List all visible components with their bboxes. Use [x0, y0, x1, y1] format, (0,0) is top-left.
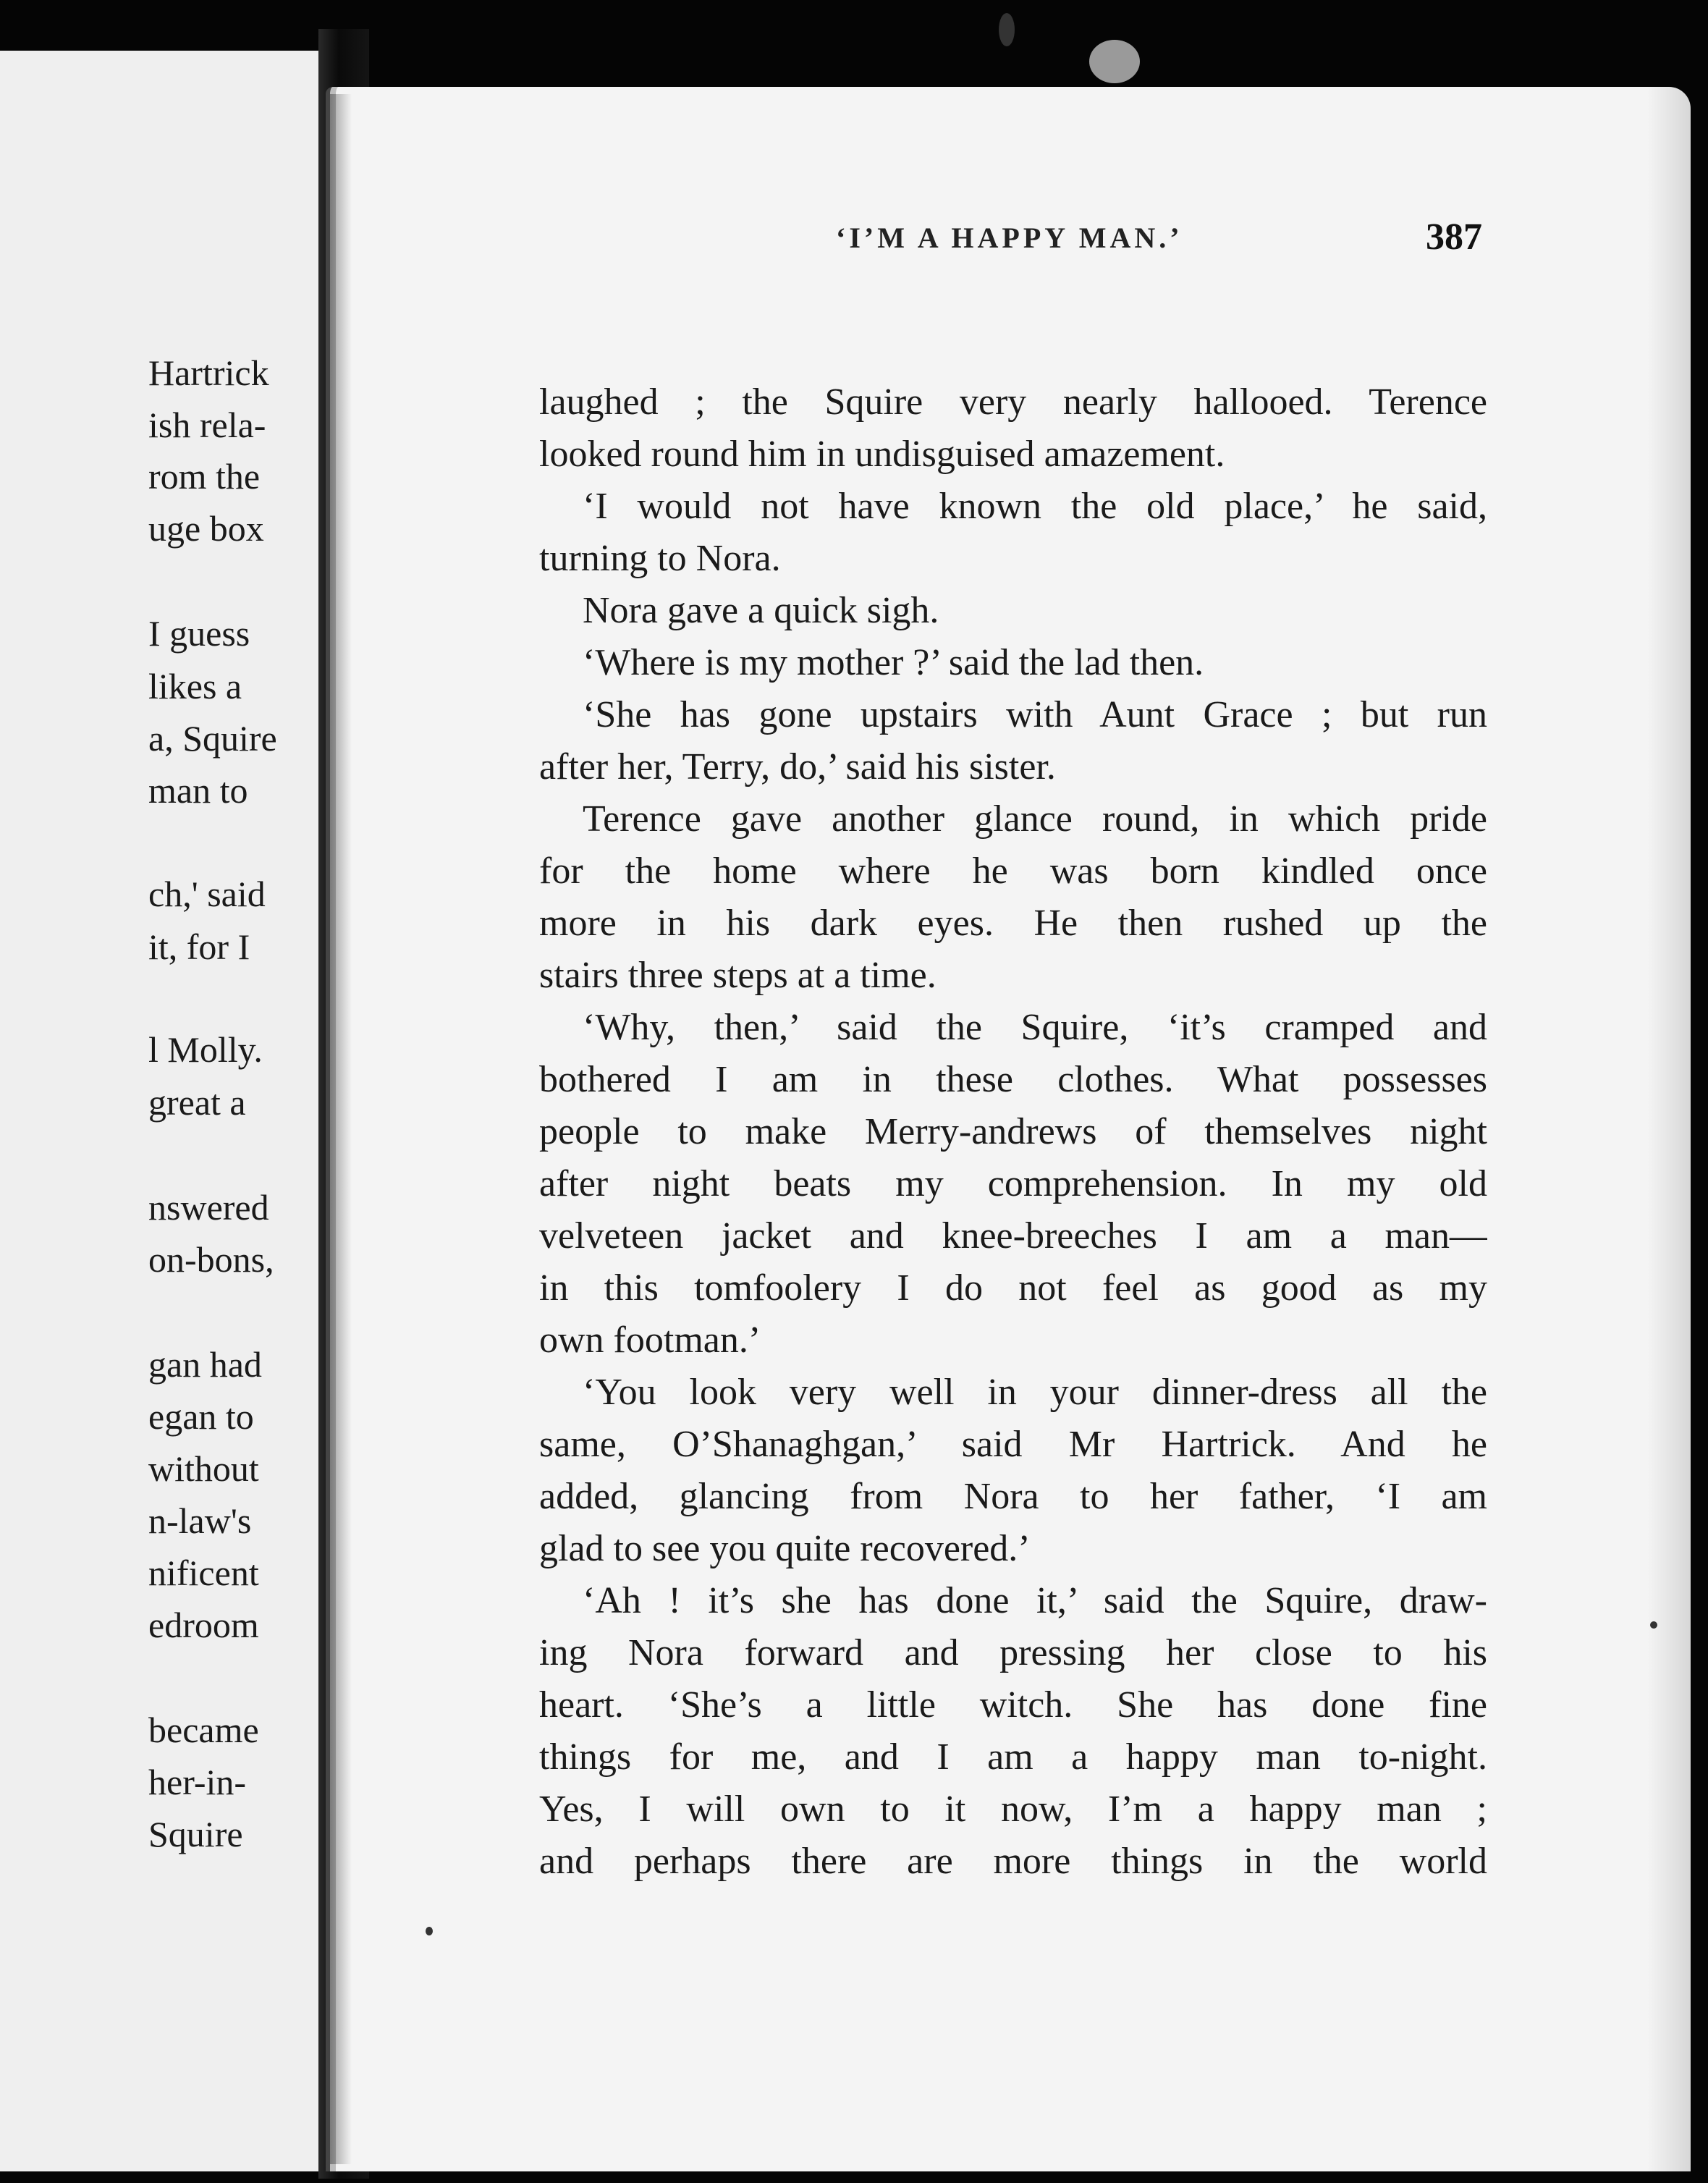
text-line: ‘Ah ! it’s she has done it,’ said the Squire, draw-: [583, 1580, 1487, 1621]
left-page-fragment: l Molly.: [148, 1029, 263, 1070]
text-line: after night beats my comprehension. In my old: [539, 1163, 1487, 1204]
left-page-fragment: great a: [148, 1082, 246, 1123]
left-page-fragment: her-in-: [148, 1762, 247, 1802]
text-line: in this tomfoolery I do not feel as good as my: [539, 1267, 1487, 1309]
text-line: heart. ‘She’s a little witch. She has done fine: [539, 1684, 1487, 1726]
left-page-fragment: ch,' said: [148, 874, 266, 914]
left-page-fragment: Hartrick: [148, 352, 269, 393]
text-line: Nora gave a quick sigh.: [583, 590, 939, 631]
left-page-fragment: egan to: [148, 1396, 254, 1437]
text-line: glad to see you quite recovered.’: [539, 1528, 1031, 1569]
text-line: same, O’Shanaghgan,’ said Mr Hartrick. And he: [539, 1424, 1487, 1465]
text-line: bothered I am in these clothes. What possesses: [539, 1059, 1487, 1100]
text-line: turning to Nora.: [539, 538, 781, 579]
left-page-fragment: uge box: [148, 508, 264, 549]
scan-speck: [426, 1927, 433, 1935]
left-page-fragment: without: [148, 1448, 259, 1489]
text-line: ‘She has gone upstairs with Aunt Grace ; but run: [583, 694, 1487, 735]
body-text: [539, 376, 1487, 1888]
left-page-fragment: nswered: [148, 1187, 269, 1228]
text-line: more in his dark eyes. He then rushed up the: [539, 903, 1487, 944]
text-line: Terence gave another glance round, in which pride: [583, 798, 1487, 840]
text-line: ‘Why, then,’ said the Squire, ‘it’s cramped and: [583, 1007, 1487, 1048]
left-page-fragment: Squire: [148, 1814, 243, 1854]
left-page-fragment: on-bons,: [148, 1239, 274, 1280]
text-line: looked round him in undisguised amazement.: [539, 434, 1225, 475]
left-page-fragment: edroom: [148, 1605, 259, 1645]
text-line: after her, Terry, do,’ said his sister.: [539, 746, 1056, 788]
text-line: things for me, and I am a happy man to-night.: [539, 1736, 1487, 1778]
page-number: 387: [1426, 216, 1482, 258]
text-line: own footman.’: [539, 1319, 761, 1361]
scan-speck: [1089, 40, 1140, 83]
text-line: ing Nora forward and pressing her close to his: [539, 1632, 1487, 1673]
left-page-fragment: a, Squire: [148, 718, 277, 759]
text-line: stairs three steps at a time.: [539, 955, 937, 996]
left-page-fragment: gan had: [148, 1344, 262, 1385]
left-page-fragment: became: [148, 1710, 259, 1750]
text-line: Yes, I will own to it now, I’m a happy man ;: [539, 1789, 1487, 1830]
scan-speck: [1650, 1621, 1657, 1629]
left-page-fragment: n-law's: [148, 1500, 252, 1541]
text-line: velveteen jacket and knee-breeches I am a man—: [539, 1215, 1487, 1257]
text-line: added, glancing from Nora to her father, ‘I am: [539, 1476, 1487, 1517]
left-page-fragment: I guess: [148, 613, 250, 654]
left-page-fragment: ish rela-: [148, 405, 266, 445]
binding-shadow: [330, 94, 352, 2164]
text-line: ‘You look very well in your dinner-dress all the: [583, 1372, 1487, 1413]
left-page-fragment: rom the: [148, 456, 261, 497]
scan-speck: [999, 13, 1015, 46]
text-line: and perhaps there are more things in the world: [539, 1841, 1487, 1882]
text-line: ‘Where is my mother ?’ said the lad then.: [583, 642, 1204, 683]
text-line: ‘I would not have known the old place,’ he said,: [583, 486, 1487, 527]
text-line: laughed ; the Squire very nearly hallooed. Terence: [539, 381, 1487, 423]
text-line: people to make Merry-andrews of themselves night: [539, 1111, 1487, 1152]
left-page-fragment: it, for I: [148, 926, 250, 967]
left-page: [0, 51, 321, 2171]
running-head: ‘I’M A HAPPY MAN.’: [836, 221, 1183, 254]
left-page-fragment: likes a: [148, 666, 242, 706]
left-page-fragment: nificent: [148, 1553, 259, 1593]
text-line: for the home where he was born kindled once: [539, 850, 1487, 892]
left-page-fragment: man to: [148, 770, 248, 811]
